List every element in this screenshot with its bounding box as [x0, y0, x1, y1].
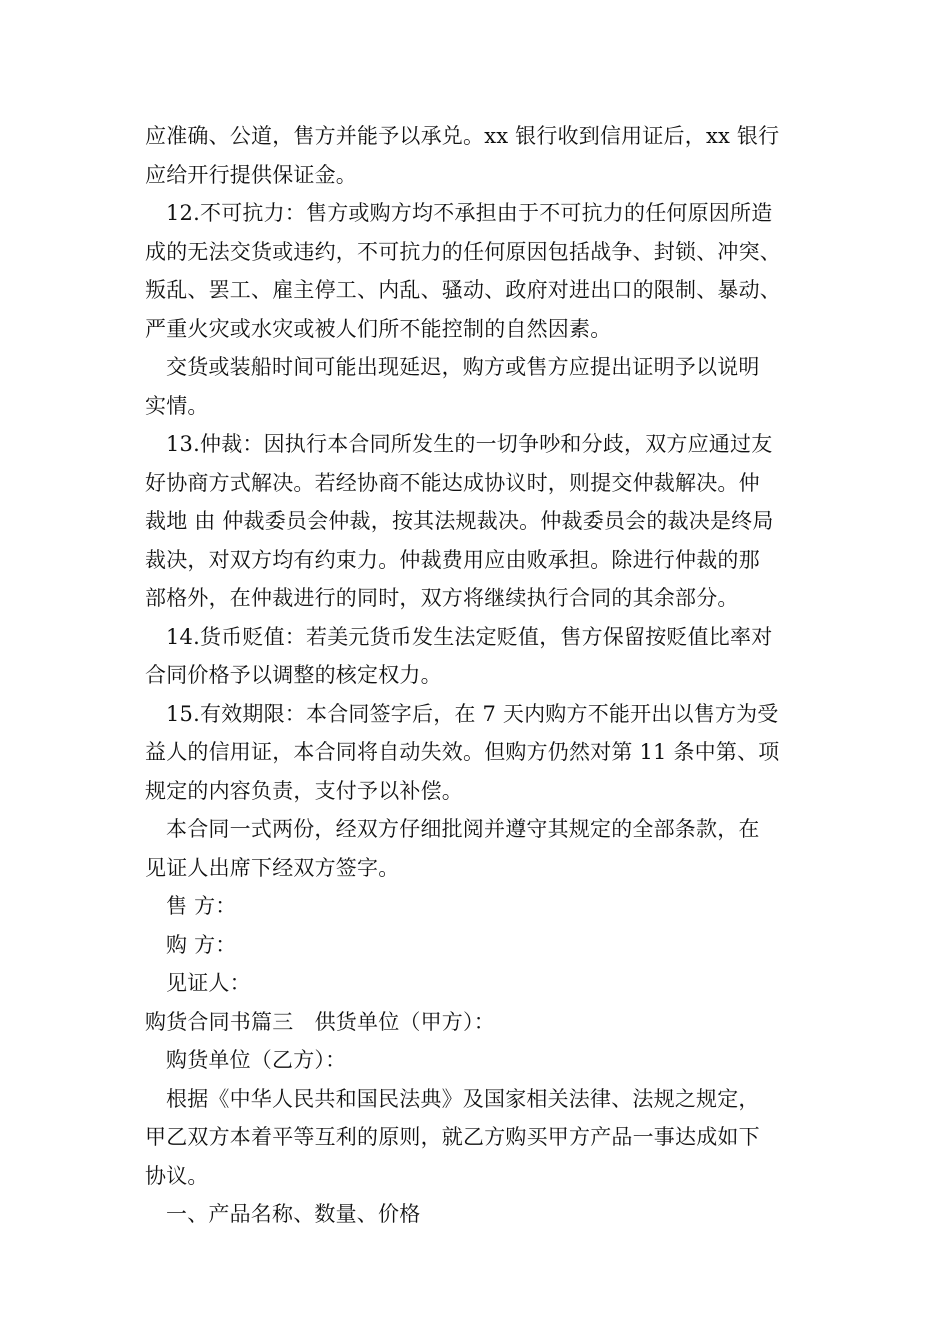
- text-line: 甲乙双方本着平等互利的原则，就乙方购买甲方产品一事达成如下: [145, 1125, 760, 1149]
- text-line: 13.仲裁：因执行本合同所发生的一切争吵和分歧，双方应通过友: [166, 432, 773, 456]
- text-line: 协议。: [145, 1163, 209, 1188]
- text-line: 好协商方式解决。若经协商不能达成协议时，则提交仲裁解决。仲: [145, 470, 760, 495]
- text-line: 本合同一式两份，经双方仔细批阅并遵守其规定的全部条款，在: [166, 817, 760, 841]
- text-line: 应给开行提供保证金。: [145, 162, 357, 187]
- seller-signature-line: 售 方：: [166, 894, 237, 918]
- text-line: 合同价格予以调整的核定权力。: [145, 663, 442, 687]
- witness-signature-line: 见证人：: [166, 971, 251, 995]
- document-body: [145, 117, 810, 1234]
- text-line: 实情。: [145, 393, 209, 418]
- text-line: 交货或装船时间可能出现延迟，购方或售方应提出证明予以说明: [166, 355, 760, 379]
- text-line: 15.有效期限：本合同签字后，在 7 天内购方不能开出以售方为受: [166, 701, 779, 726]
- text-line: 部格外，在仲裁进行的同时，双方将继续执行合同的其余部分。: [145, 586, 739, 610]
- text-line: 严重火灾或水灾或被人们所不能控制的自然因素。: [145, 316, 612, 341]
- text-line: 应准确、公道，售方并能予以承兑。xx 银行收到信用证后，xx 银行: [145, 124, 780, 148]
- text-line: 见证人出席下经双方签字。: [145, 855, 400, 880]
- text-line: 裁地 由 仲裁委员会仲裁，按其法规裁决。仲裁委员会的裁决是终局: [145, 509, 774, 533]
- text-line: 根据《中华人民共和国民法典》及国家相关法律、法规之规定，: [166, 1086, 760, 1111]
- text-line: 14.货币贬值：若美元货币发生法定贬值，售方保留按贬值比率对: [166, 624, 773, 649]
- subsection-heading: 一、产品名称、数量、价格: [166, 1202, 421, 1226]
- text-line: 成的无法交货或违约，不可抗力的任何原因包括战争、封锁、冲突、: [145, 239, 781, 264]
- text-line: 规定的内容负责，支付予以补偿。: [145, 778, 463, 803]
- buyer-signature-line: 购 方：: [166, 932, 237, 957]
- section-heading: 购货合同书篇三 供货单位（甲方）：: [145, 1009, 495, 1034]
- text-line: 裁决，对双方均有约束力。仲裁费用应由败承担。除进行仲裁的那: [145, 547, 760, 572]
- text-line: 12.不可抗力：售方或购方均不承担由于不可抗力的任何原因所造: [166, 201, 773, 225]
- text-line: 益人的信用证，本合同将自动失效。但购方仍然对第 11 条中第、项: [145, 740, 780, 764]
- text-line: 购货单位（乙方）：: [166, 1048, 347, 1072]
- text-line: 叛乱、罢工、雇主停工、内乱、骚动、政府对进出口的限制、暴动、: [145, 278, 781, 302]
